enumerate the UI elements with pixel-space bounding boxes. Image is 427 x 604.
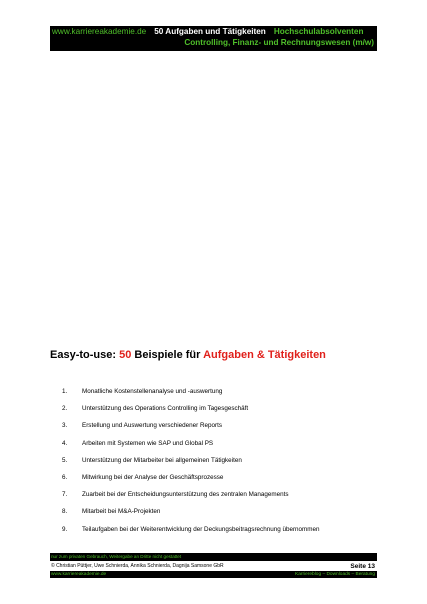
heading-highlight: Aufgaben & Tätigkeiten bbox=[203, 349, 326, 361]
list-item bbox=[62, 440, 382, 457]
list-item bbox=[62, 422, 382, 439]
list-item-number: 4. bbox=[62, 439, 68, 447]
footer-usage-notice: nur zum privaten Gebrauch, Weitergabe an Dritte nicht gestattet bbox=[50, 553, 377, 561]
list-item-text: Arbeiten mit Systemen wie SAP und Global PS bbox=[82, 439, 214, 447]
list-item bbox=[62, 526, 382, 543]
list-item-text: Zuarbeit bei der Entscheidungsunterstützung des zentralen Managements bbox=[82, 491, 289, 499]
list-item-number: 9. bbox=[62, 525, 68, 533]
list-item bbox=[62, 491, 382, 508]
page-header bbox=[50, 26, 377, 51]
list-item-text: Unterstützung der Mitarbeiter bei allgemeinen Tätigkeiten bbox=[82, 456, 242, 464]
footer-url[interactable]: www.karriereakademie.de bbox=[51, 572, 107, 577]
list-item-text: Unterstützung des Operations Controlling im Tagesgeschäft bbox=[82, 405, 249, 413]
list-item-number: 3. bbox=[62, 422, 68, 430]
list-item bbox=[62, 405, 382, 422]
list-item-text: Monatliche Kostenstellenanalyse und -auswertung bbox=[82, 388, 223, 395]
list-item bbox=[62, 508, 382, 525]
footer-copyright: © Christian Püttjer, Uwe Schnierda, Annika Schnierda, Dagnija Samsone GbR bbox=[51, 563, 224, 569]
list-item-number: 2. bbox=[62, 405, 68, 413]
header-line-2 bbox=[50, 38, 374, 48]
list-item-number: 1. bbox=[62, 388, 68, 395]
task-list bbox=[62, 388, 382, 543]
list-item-text: Teilaufgaben bei der Weiterentwicklung der Deckungsbeitragsrechnung übernommen bbox=[82, 525, 320, 533]
header-url[interactable]: www.karriereakademie.de bbox=[52, 27, 147, 36]
list-item-number: 6. bbox=[62, 473, 68, 481]
page-footer bbox=[50, 571, 377, 578]
footer-links[interactable]: Karriereblog – Downloads – Beratung bbox=[295, 572, 375, 577]
header-title: 50 Aufgaben und Tätigkeiten bbox=[154, 27, 266, 36]
list-item-number: 7. bbox=[62, 491, 68, 499]
header-target-line-2: Controlling, Finanz- und Rechnungswesen (m/w) bbox=[184, 38, 374, 47]
heading-count: 50 bbox=[119, 349, 132, 361]
section-heading bbox=[50, 349, 326, 361]
list-item-number: 5. bbox=[62, 456, 68, 464]
list-item bbox=[62, 474, 382, 491]
footer-copyright-row bbox=[50, 562, 377, 571]
list-item-text: Mitwirkung bei der Analyse der Geschäftsprozesse bbox=[82, 473, 224, 481]
list-item bbox=[62, 457, 382, 474]
list-item-number: 8. bbox=[62, 508, 68, 516]
list-item-text: Mitarbeit bei M&A-Projekten bbox=[82, 508, 161, 516]
header-target-line-1: Hochschulabsolventen bbox=[273, 27, 364, 36]
list-item-text: Erstellung und Auswertung verschiedener Reports bbox=[82, 422, 223, 430]
header-line-1 bbox=[50, 27, 374, 37]
heading-middle: Beispiele für bbox=[131, 349, 204, 361]
list-item bbox=[62, 388, 382, 405]
page-number: Seite 13 bbox=[350, 563, 375, 570]
heading-prefix: Easy-to-use: bbox=[50, 349, 120, 361]
